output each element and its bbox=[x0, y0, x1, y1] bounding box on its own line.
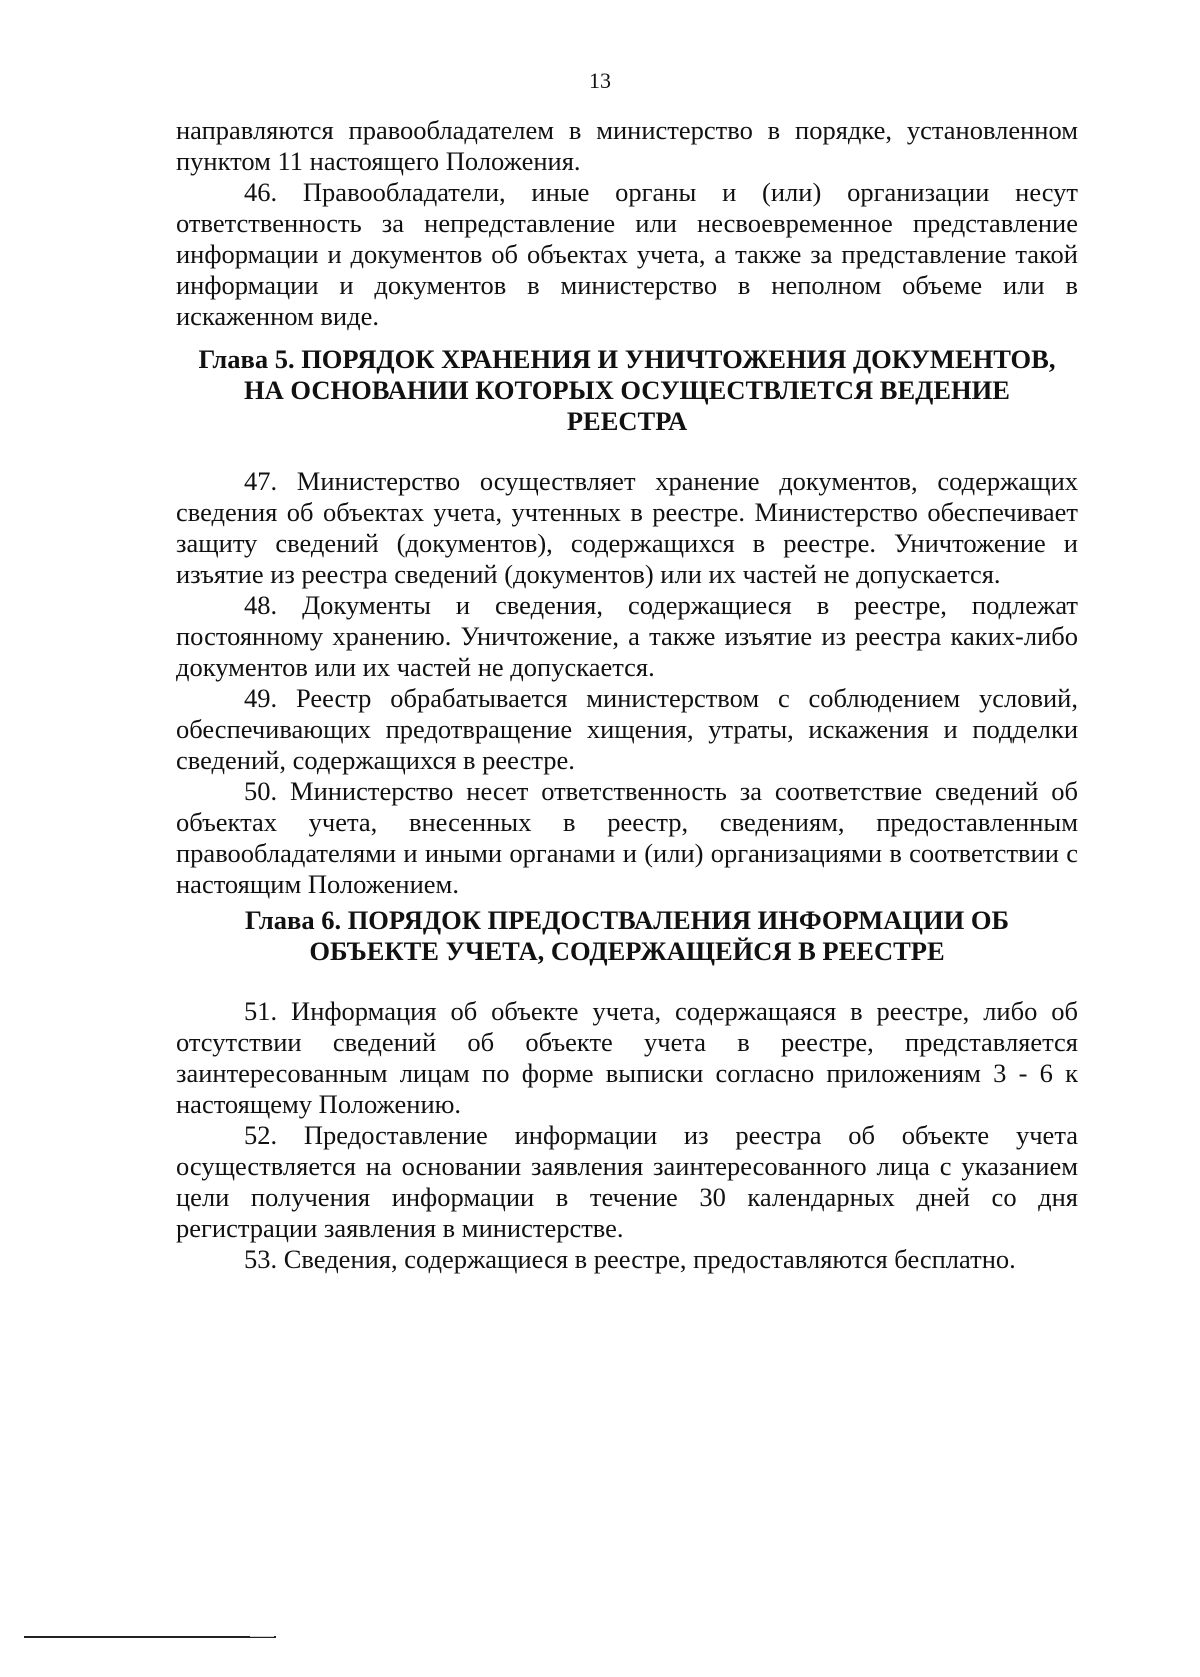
text-block-top bbox=[176, 115, 1078, 332]
paragraph-47: 47. Министерство осуществляет хранение документов, содержащих сведения об объектах учета, учтенных в реестре. Министерство обеспечивает защиту сведений (документов), содержащихся в реестре. Уничтожение и изъятие из реестра сведений (документов) или их частей не допускается. bbox=[176, 466, 1078, 589]
chapter-5-heading bbox=[176, 344, 1078, 437]
chapter-5-heading-line-3: РЕЕСТРА bbox=[566, 406, 688, 436]
paragraph-48: 48. Документы и сведения, содержащиеся в реестре, подлежат постоянному хранению. Уничтожение, а также изъятие из реестра каких-либо документов или их частей не допускается. bbox=[176, 590, 1078, 682]
paragraph-46: 46. Правообладатели, иные органы и (или) организации несут ответственность за непредставление или несвоевременное представление информации и документов об объектах учета, а также за представление такой информации и документов в министерство в неполном объеме или в искаженном виде. bbox=[176, 177, 1078, 331]
text-block-chapter-6 bbox=[176, 996, 1078, 1275]
footer-rule bbox=[24, 1636, 276, 1638]
paragraph-continuation: направляются правообладателем в министерство в порядке, установленном пунктом 11 настоящего Положения. bbox=[176, 115, 1078, 176]
paragraph-51: 51. Информация об объекте учета, содержащаяся в реестре, либо об отсутствии сведений об объекте учета в реестре, представляется заинтересованным лицам по форме выписки согласно приложениям 3 - 6 к настоящему Положению. bbox=[176, 996, 1078, 1119]
chapter-6-heading-line-1: Глава 6. ПОРЯДОК ПРЕДОСТВАЛЕНИЯ ИНФОРМАЦИИ ОБ bbox=[245, 905, 1009, 935]
paragraph-53: 53. Сведения, содержащиеся в реестре, предоставляются бесплатно. bbox=[244, 1244, 1016, 1274]
paragraph-49: 49. Реестр обрабатывается министерством с соблюдением условий, обеспечивающих предотвращение хищения, утраты, искажения и подделки сведений, содержащихся в реестре. bbox=[176, 683, 1078, 775]
page-number: 13 bbox=[589, 68, 611, 93]
chapter-6-heading-line-2: ОБЪЕКТЕ УЧЕТА, СОДЕРЖАЩЕЙСЯ В РЕЕСТРЕ bbox=[309, 936, 945, 966]
chapter-6-heading bbox=[176, 905, 1078, 967]
paragraph-50: 50. Министерство несет ответственность за соответствие сведений об объектах учета, внесенных в реестр, сведениям, предоставленным правообладателями и иными органами и (или) организациями в соответствии с настоящим Положением. bbox=[176, 776, 1078, 899]
footer-rule-tail bbox=[250, 1636, 274, 1637]
text-block-chapter-5 bbox=[176, 466, 1078, 900]
chapter-5-heading-line-2: НА ОСНОВАНИИ КОТОРЫХ ОСУЩЕСТВЛЕТСЯ ВЕДЕНИЕ bbox=[244, 375, 1010, 405]
chapter-5-heading-line-1: Глава 5. ПОРЯДОК ХРАНЕНИЯ И УНИЧТОЖЕНИЯ ДОКУМЕНТОВ, bbox=[198, 344, 1056, 374]
paragraph-52: 52. Предоставление информации из реестра об объекте учета осуществляется на основании заявления заинтересованного лица с указанием цели получения информации в течение 30 календарных дней со дня регистрации заявления в министерстве. bbox=[176, 1120, 1078, 1243]
